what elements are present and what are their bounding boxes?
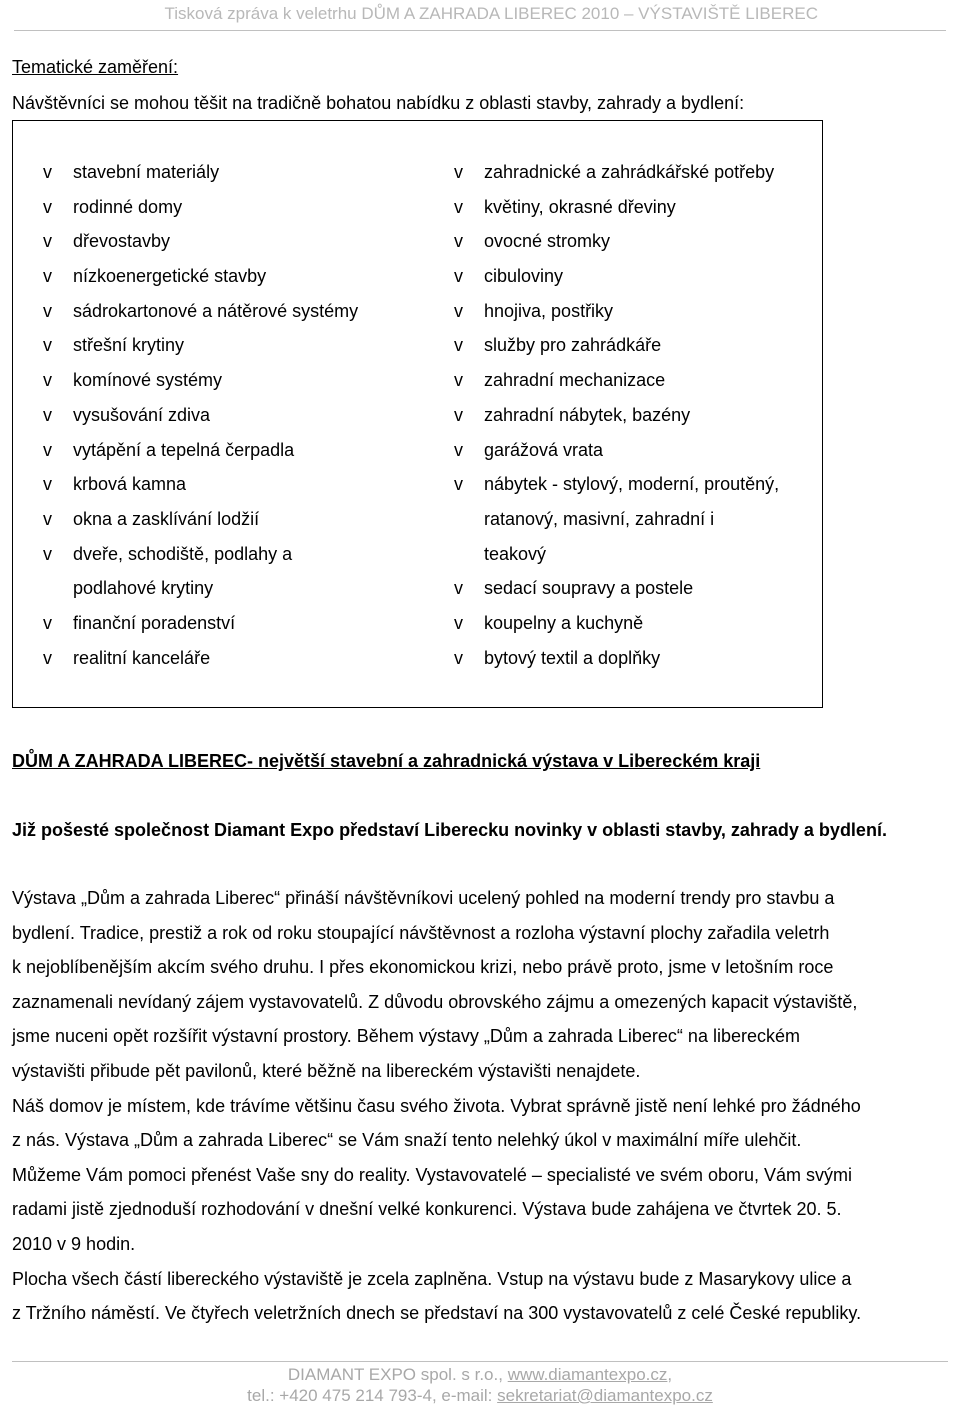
list-item-label: střešní krytiny (73, 335, 185, 356)
bullet-marker: v (43, 612, 52, 633)
body-line: Výstava „Dům a zahrada Liberec“ přináší návštěvníkovi ucelený pohled na moderní trendy pro stavbu a (12, 888, 835, 908)
list-item-label: květiny, okrasné dřeviny (484, 196, 676, 217)
bullet-marker: v (43, 196, 52, 217)
list-item-label: dveře, schodiště, podlahy a (73, 543, 293, 564)
body-line: Plocha všech částí libereckého výstaviště je zcela zaplněna. Vstup na výstavu bude z Masarykovy ulice a (12, 1268, 852, 1289)
footer-divider (12, 1361, 948, 1362)
bullet-marker: v (454, 647, 463, 668)
header-divider (14, 30, 946, 31)
bullet-marker: v (454, 162, 463, 182)
footer-contact: tel.: +420 475 214 793-4, e-mail: (247, 1386, 498, 1405)
list-item-label: rodinné domy (73, 196, 183, 217)
list-item-label: zahradní mechanizace (484, 370, 666, 391)
body-line: bydlení. Tradice, prestiž a rok od roku stoupající návštěvnost a rozloha výstavní plochy zařadila veletrh (12, 922, 830, 943)
list-item-label: nízkoenergetické stavby (73, 266, 267, 287)
body-line: k nejoblíbenějším akcím svého druhu. I přes ekonomickou krizi, nebo právě proto, jsme v letošním roce (12, 957, 834, 978)
list-item-label: finanční poradenství (73, 612, 236, 633)
list-item-label: krbová kamna (73, 474, 187, 495)
headline: DŮM A ZAHRADA LIBEREC- největší stavební a zahradnická výstava v Libereckém kraji (12, 751, 761, 771)
bullet-marker: v (43, 370, 52, 391)
body-line: Můžeme Vám pomoci přenést Vaše sny do reality. Vystavovatelé – specialisté ve svém oboru, Vám svými (12, 1164, 853, 1185)
body-line: zaznamenali nevídaný zájem vystavovatelů. Z důvodu obrovského zájmu a omezených kapacit výstaviště, (12, 991, 858, 1012)
list-item-label: garážová vrata (484, 439, 604, 460)
list-item-label: podlahové krytiny (73, 578, 214, 599)
body-line: Náš domov je místem, kde trávíme většinu času svého života. Vybrat správně jistě není lehké pro žádného (12, 1095, 861, 1116)
body-line: z Tržního náměstí. Ve čtyřech veletržních dnech se představí na 300 vystavovatelů z celé České republiky. (12, 1303, 862, 1324)
bullet-marker: v (454, 474, 463, 495)
footer-website-link[interactable]: www.diamantexpo.cz (507, 1365, 668, 1384)
footer-comma: , (667, 1365, 673, 1384)
list-item-label: nábytek - stylový, moderní, proutěný, (484, 474, 780, 495)
bullet-marker: v (43, 404, 52, 425)
list-item-label: vysušování zdiva (73, 404, 211, 425)
bullet-marker: v (454, 266, 463, 287)
body-line: jsme nuceni opět rozšířit výstavní prostory. Během výstavy „Dům a zahrada Liberec“ na libereckém (12, 1026, 800, 1047)
body-line: radami jistě zjednoduší rozhodování v dnešní velké konkurenci. Výstava bude zahájena ve čtvrtek 20. 5. (12, 1199, 842, 1220)
bullet-marker: v (43, 543, 52, 564)
bullet-marker: v (43, 439, 52, 460)
footer-line-1 (0, 1365, 960, 1385)
bullet-marker: v (454, 231, 463, 252)
list-item-label: služby pro zahrádkáře (484, 335, 662, 356)
bullet-marker: v (454, 612, 463, 633)
bullet-marker: v (454, 404, 463, 425)
bullet-marker: v (454, 439, 463, 460)
body-line: z nás. Výstava „Dům a zahrada Liberec“ se Vám snaží tento nelehký úkol v maximální míře ulehčit. (12, 1130, 802, 1151)
list-item-label: dřevostavby (73, 231, 171, 252)
list-item-label: ratanový, masivní, zahradní i (484, 508, 715, 529)
list-item-label: realitní kanceláře (73, 647, 211, 668)
bullet-marker: v (454, 196, 463, 217)
bullet-marker: v (43, 266, 52, 287)
list-item-label: teakový (484, 543, 547, 564)
footer-email-link[interactable]: sekretariat@diamantexpo.cz (497, 1386, 713, 1405)
list-item-label: zahradnické a zahrádkářské potřeby (484, 162, 775, 182)
body-line: výstavišti přibude pět pavilonů, které běžně na libereckém výstavišti nenajdete. (12, 1060, 641, 1081)
bullet-marker: v (43, 508, 52, 529)
list-item-label: okna a zasklívání lodžií (73, 508, 260, 529)
page-header: Tisková zpráva k veletrhu DŮM A ZAHRADA LIBEREC 2010 – VÝSTAVIŠTĚ LIBEREC (164, 4, 818, 23)
bullet-marker: v (43, 300, 52, 321)
list-item-label: zahradní nábytek, bazény (484, 404, 691, 425)
section-heading: Tematické zaměření: (12, 57, 179, 77)
bullet-marker: v (454, 300, 463, 321)
footer-line-2 (0, 1386, 960, 1406)
footer-company: DIAMANT EXPO spol. s r.o., (287, 1365, 508, 1384)
bullet-marker: v (454, 370, 463, 391)
list-item-label: komínové systémy (73, 370, 223, 391)
bullet-marker: v (454, 335, 463, 356)
intro-lead: Návštěvníci se mohou těšit na tradičně bohatou nabídku z oblasti stavby, zahrady a bydlení: (12, 93, 745, 113)
list-item-label: stavební materiály (73, 162, 220, 182)
bullet-marker: v (43, 231, 52, 252)
bullet-marker: v (43, 335, 52, 356)
list-item-label: koupelny a kuchyně (484, 612, 644, 633)
bullet-marker: v (454, 578, 463, 599)
list-item-label: bytový textil a doplňky (484, 647, 661, 668)
list-item-label: ovocné stromky (484, 231, 611, 252)
list-item-label: cibuloviny (484, 266, 564, 287)
list-item-label: hnojiva, postřiky (484, 300, 614, 321)
list-item-label: sádrokartonové a nátěrové systémy (73, 300, 359, 321)
body-text (12, 881, 957, 1331)
bullet-marker: v (43, 162, 52, 182)
bullet-marker: v (43, 647, 52, 668)
list-item-label: vytápění a tepelná čerpadla (73, 439, 295, 460)
bullet-marker: v (43, 474, 52, 495)
list-item-label: sedací soupravy a postele (484, 578, 694, 599)
body-line: 2010 v 9 hodin. (12, 1233, 136, 1254)
subheadline: Již pošesté společnost Diamant Expo představí Liberecku novinky v oblasti stavby, zahrady a bydlení. (12, 820, 887, 840)
